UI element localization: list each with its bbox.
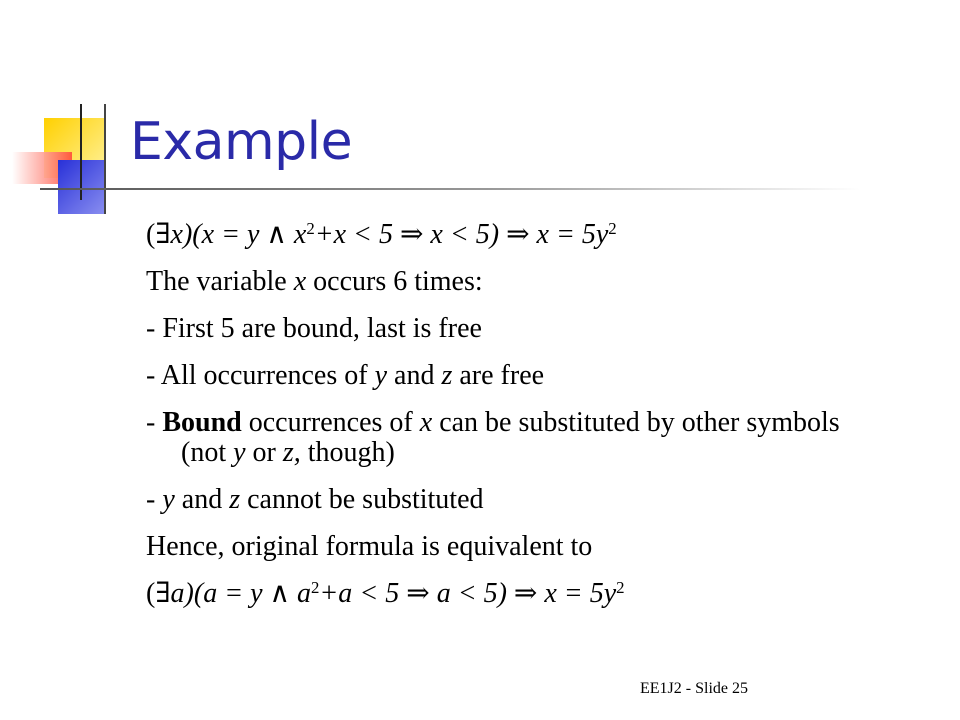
variable: z	[229, 484, 241, 515]
body-text: cannot be substituted	[240, 484, 484, 515]
body-text: are free	[452, 360, 545, 391]
formula-text: x = 5y	[537, 578, 617, 609]
formula-text: x = 5y	[529, 219, 609, 250]
exists-symbol: ∃	[155, 219, 171, 250]
slide-footer: EE1J2 - Slide 25	[640, 680, 748, 697]
formula-original	[146, 220, 866, 250]
body-text: can be substituted by other symbols (not	[181, 407, 840, 468]
body-text: -	[146, 484, 163, 515]
implies-symbol: ⇒	[506, 219, 530, 250]
variable: y	[162, 484, 175, 515]
formula-text: )(	[182, 219, 202, 250]
body-line	[146, 485, 866, 515]
body-text: - All occurrences of	[146, 360, 375, 391]
slide-title: Example	[130, 112, 353, 172]
formula-text: x	[286, 219, 307, 250]
exponent: 2	[616, 577, 625, 597]
body-text: -	[146, 407, 163, 438]
deco-vertical-line	[80, 104, 82, 200]
formula-text: a	[203, 578, 218, 609]
body-line	[146, 267, 866, 297]
deco-vertical-line	[104, 104, 106, 214]
formula-text: x < 5)	[423, 219, 507, 250]
formula-text: x	[201, 219, 215, 250]
exponent: 2	[306, 218, 315, 238]
formula-text: a	[290, 578, 312, 609]
implies-symbol: ⇒	[406, 578, 430, 609]
formula-text: < 5	[346, 219, 400, 250]
body-line	[146, 408, 866, 468]
variable: y	[233, 437, 246, 468]
body-text: occurs 6 times:	[306, 266, 483, 297]
and-symbol: ∧	[266, 219, 287, 250]
formula-text: (	[146, 578, 156, 609]
variable: x	[419, 407, 433, 438]
body-line: Hence, original formula is equivalent to	[146, 531, 593, 562]
exponent: 2	[608, 218, 617, 238]
formula-text: +x	[314, 219, 347, 250]
exists-symbol: ∃	[155, 578, 171, 609]
variable: x	[293, 266, 307, 297]
title-underline	[40, 188, 860, 190]
body-text: and	[387, 360, 442, 391]
formula-text: (	[146, 219, 156, 250]
formula-text: = y	[214, 219, 267, 250]
implies-symbol: ⇒	[513, 578, 538, 609]
formula-text: a	[170, 578, 185, 609]
formula-text: a < 5)	[429, 578, 514, 609]
formula-text: +a	[319, 578, 353, 609]
formula-text: )(	[184, 578, 204, 609]
body-text: though)	[300, 437, 395, 468]
body-text: and	[174, 484, 230, 515]
deco-blue-square	[58, 160, 106, 214]
bold-term: Bound	[162, 407, 242, 438]
variable: z	[441, 360, 453, 391]
body-text: The variable	[146, 266, 294, 297]
slide-body	[146, 220, 866, 626]
body-line	[146, 361, 866, 391]
body-line: - First 5 are bound, last is free	[146, 313, 482, 344]
formula-text: < 5	[352, 578, 407, 609]
variable: y	[374, 360, 388, 391]
body-text: occurrences of	[241, 407, 420, 438]
formula-equivalent	[146, 579, 866, 609]
and-symbol: ∧	[269, 578, 291, 609]
formula-text: = y	[217, 578, 270, 609]
variable: z,	[282, 437, 301, 468]
formula-text: x	[170, 219, 183, 250]
body-text: or	[245, 437, 283, 468]
implies-symbol: ⇒	[399, 219, 424, 250]
exponent: 2	[311, 577, 320, 597]
